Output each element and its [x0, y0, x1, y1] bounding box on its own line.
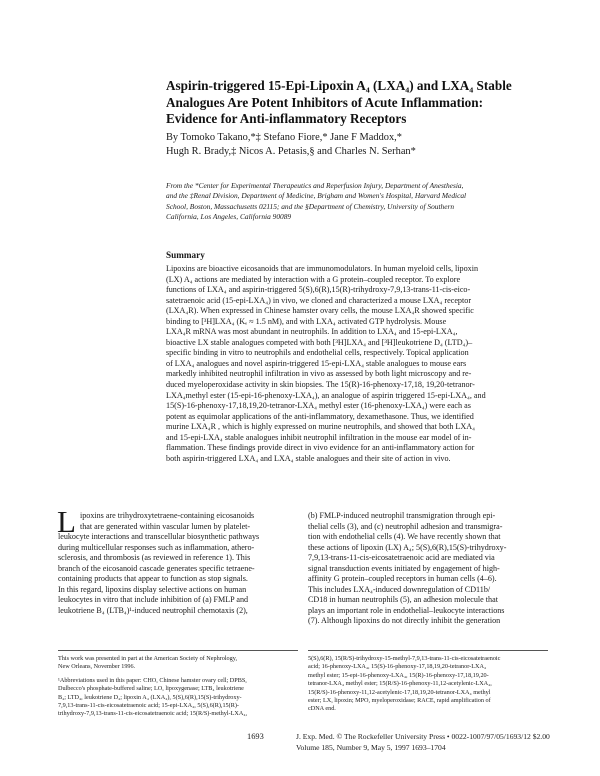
body-line: leukotriene B₄ (LTB₄)¹-induced neutrophil chemotaxis (2), [58, 605, 248, 615]
summary-line: 15(S)-16-phenoxy-17,18,19,20-tetranor-LXA₄ methyl ester (16-phenoxy-LXA₄) were each as [166, 401, 471, 411]
affiliation-line: From the *Center for Experimental Therapeutics and Reperfusion Injury, Department of Anesthesia, [166, 181, 464, 190]
summary-line: and 15-epi-LXA₄ stable analogues inhibit neutrophil infiltration in the mouse ear model of in- [166, 432, 472, 442]
summary-line: LXA₄R mRNA was most abundant in neutrophils. In addition to LXA₄ and 15-epi-LXA₄, [166, 327, 458, 337]
footnote-line: 7,9,13-trans-11-cis-eicosatetraenoic acid; 15-epi-LXA₄, 5(S),6(R),15(R)- [58, 702, 239, 710]
summary-line: LXA₄methyl ester (15-epi-16-phenoxy-LXA₄), an analogue of aspirin triggered 15-epi-LXA₄, and [166, 390, 486, 400]
body-line: sclerosis, and thrombosis (as reviewed in reference 1). This [58, 553, 251, 563]
footnote-divider [308, 650, 548, 651]
affiliation-line: School, Boston, Massachusetts 02115; and the §Department of Chemistry, University of Southern [166, 201, 455, 211]
journal-citation [296, 732, 550, 753]
title-line: Evidence for Anti-inflammatory Receptors [166, 111, 407, 127]
body-line: (b) FMLP-induced neutrophil transmigration through epi- [308, 511, 496, 520]
summary-line: duced myeloperoxidase activity in skin biopsies. The 15(R)-16-phenoxy-17,18, 19,20-tetranor- [166, 380, 475, 390]
body-line: affinity G protein–coupled receptors in human cells (4–6). [308, 574, 497, 584]
footnotes-left [58, 655, 298, 719]
footnote-line: 15(R/S)-16-phenoxy-11,12-acetylenic-17,18,19,20-tetranor-LXA₄ methyl [308, 688, 491, 696]
footnote-line: tetranor-LXA₄ methyl ester; 15(R/S)-16-phenoxy-11,12-acetylenic-LXA₄, [308, 680, 492, 688]
footnote-line: cDNA end. [308, 705, 336, 713]
summary-line: markedly inhibited neutrophil infiltration in vivo as assessed by both light microscopy and re- [166, 369, 472, 379]
body-line: plays an important role in endothelial–leukocyte interactions [308, 605, 505, 615]
body-line: In this regard, lipoxins display selective actions on human [58, 584, 247, 594]
citation-line: J. Exp. Med. © The Rockefeller University Press • 0022-1007/97/05/1693/12 $2.00 [296, 732, 550, 741]
affiliation-block [166, 181, 556, 223]
body-line: that are generated within vascular lumen by platelet- [80, 521, 251, 531]
footnote-divider [58, 650, 298, 651]
body-line: CD18 in human neutrophils (5), an adhesion molecule that [308, 595, 498, 605]
summary-line: specific binding in vitro to neutrophils and endothelial cells, respectively. Topical application [166, 348, 469, 358]
summary-line: Lipoxins are bioactive eicosanoids that are immunomodulators. In human myeloid cells, lipoxin [166, 264, 479, 273]
body-column-left [58, 511, 298, 616]
footnote-line: B₄; LTD₄, leukotriene D₄; lipoxin A₄ (LXA₄), 5(S),6(R),15(S)-trihydroxy- [58, 693, 242, 701]
author-line: By Tomoko Takano,*‡ Stefano Fiore,* Jane F Maddox,* [166, 132, 402, 143]
summary-line: both aspirin-triggered LXA₄ and LXA₄ stable analogues and their site of action in vivo. [166, 453, 451, 463]
footnote-line: methyl ester; 15-epi-16-phenoxy-LXA₄, 15(R)-16-phenoxy-17,18,19,20- [308, 671, 489, 679]
summary-line: potent as equimolar applications of the anti-inflammatory, dexamethasone. Thus, we identified [166, 411, 474, 421]
body-line: ipoxins are trihydroxytetraene-containing eicosanoids [80, 511, 255, 520]
summary-line: (LX) A₄ actions are mediated by interaction with a G protein–coupled receptor. To explore [166, 274, 461, 284]
summary-line: of LXA₄ analogues and novel aspirin-triggered 15-epi-LXA₄ stable analogues to mouse ears [166, 358, 467, 368]
author-list [166, 131, 566, 159]
footnote-line: 5(S),6(R), 15(R/S)-trihydroxy-15-methyl-7,9,13-trans-11-cis-eicosatetraenoic [308, 655, 501, 662]
page-number: 1693 [247, 732, 264, 741]
footnote-line: trihydroxy-7,9,13-trans-11-cis-eicosatetraenoic acid; 15(R/S)-methyl-LXA₄, [58, 710, 248, 718]
summary-heading: Summary [166, 250, 205, 260]
summary-line: (LXA₄R). When expressed in Chinese hamster ovary cells, the mouse LXA₄R showed specific [166, 306, 474, 316]
body-line: during multicellular responses such as inflammation, athero- [58, 542, 255, 552]
affiliation-line: and the ‡Renal Division, Department of Medicine, Brigham and Women's Hospital, Harvard Medical [166, 191, 467, 201]
footnote-line: New Orleans, November 1996. [58, 663, 136, 671]
body-line: leukocyte interactions and transcellular biosynthetic pathways [58, 532, 260, 542]
body-line: tion with endothelial cells (4). We have recently shown that [308, 532, 501, 542]
summary-line: bioactive LX stable analogues competed with both [³H]LXA₄ and [³H]leukotriene D₄ (LTD₄)– [166, 337, 473, 347]
summary-line: binding to [³H]LXA₄ (Kₑ ≈ 1.5 nM), and with LXA₄ activated GTP hydrolysis. Mouse [166, 316, 447, 326]
title-line: Analogues Are Potent Inhibitors of Acute Inflammation: [166, 94, 483, 110]
drop-cap: L [57, 504, 76, 539]
footnote-line: ester; LX, lipoxin; MPO, myeloperoxidase; RACE, rapid amplification of [308, 697, 491, 705]
body-line: signal transduction events initiated by engagement of high- [308, 563, 500, 573]
summary-line: murine LXA₄R , which is highly expressed on murine neutrophils, and showed that both LXA₄ [166, 422, 475, 432]
body-line: branch of the eicosanoid cascade generates specific tetraene- [58, 563, 255, 573]
citation-line: Volume 185, Number 9, May 5, 1997 1693–1704 [296, 742, 446, 752]
summary-line: functions of LXA₄ and aspirin-triggered 5(S),6(R),15(R)-trihydroxy-7,9,13-trans-11-cis-eico- [166, 285, 471, 295]
summary-line: satetraenoic acid (15-epi-LXA₄) in vivo, we cloned and characterized a mouse LXA₄ receptor [166, 295, 472, 305]
footnote-line: ¹Abbreviations used in this paper: CHO, Chinese hamster ovary cell; DPBS, [58, 676, 247, 684]
affiliation-line: California, Los Angeles, California 90089 [166, 212, 292, 222]
summary-line: flammation. These findings provide direct in vivo evidence for an anti-inflammatory action for [166, 443, 475, 453]
body-line: (7). Although lipoxins do not directly inhibit the generation [308, 616, 501, 626]
article-title [166, 78, 556, 128]
body-line: containing products that appear to function as stop signals. [58, 574, 248, 584]
footnote-line: Dulbecco's phosphate-buffered saline; LO, lipoxygenase; LTB₄ leukotriene [58, 685, 244, 693]
footnotes-right [308, 655, 548, 714]
title-line: Aspirin-triggered 15-Epi-Lipoxin A₄ (LXA₄) and LXA₄ Stable [166, 78, 512, 93]
body-column-right [308, 511, 548, 627]
body-line: thelial cells (3), and (c) neutrophil adhesion and transmigra- [308, 521, 503, 531]
body-line: This includes LXA₄-induced downregulation of CD11b/ [308, 584, 491, 594]
body-line: 7,9,13-trans-11-cis-eicosatetraenoic acid are mediated via [308, 553, 495, 563]
author-line: Hugh R. Brady,‡ Nicos A. Petasis,§ and Charles N. Serhan* [166, 146, 416, 157]
body-line: leukocytes in vitro that include inhibition of (a) FMLP and [58, 595, 249, 605]
body-line: these actions of lipoxin (LX) A₄; 5(S),6(R),15(S)-trihydroxy- [308, 542, 507, 552]
summary-abstract [166, 264, 564, 464]
footnote-line: acid; 16-phenoxy-LXA₄, 15(S)-16-phenoxy-17,18,19,20-tetranor-LXA₄ [308, 663, 487, 671]
footnote-line: This work was presented in part at the American Society of Nephrology, [58, 655, 237, 662]
